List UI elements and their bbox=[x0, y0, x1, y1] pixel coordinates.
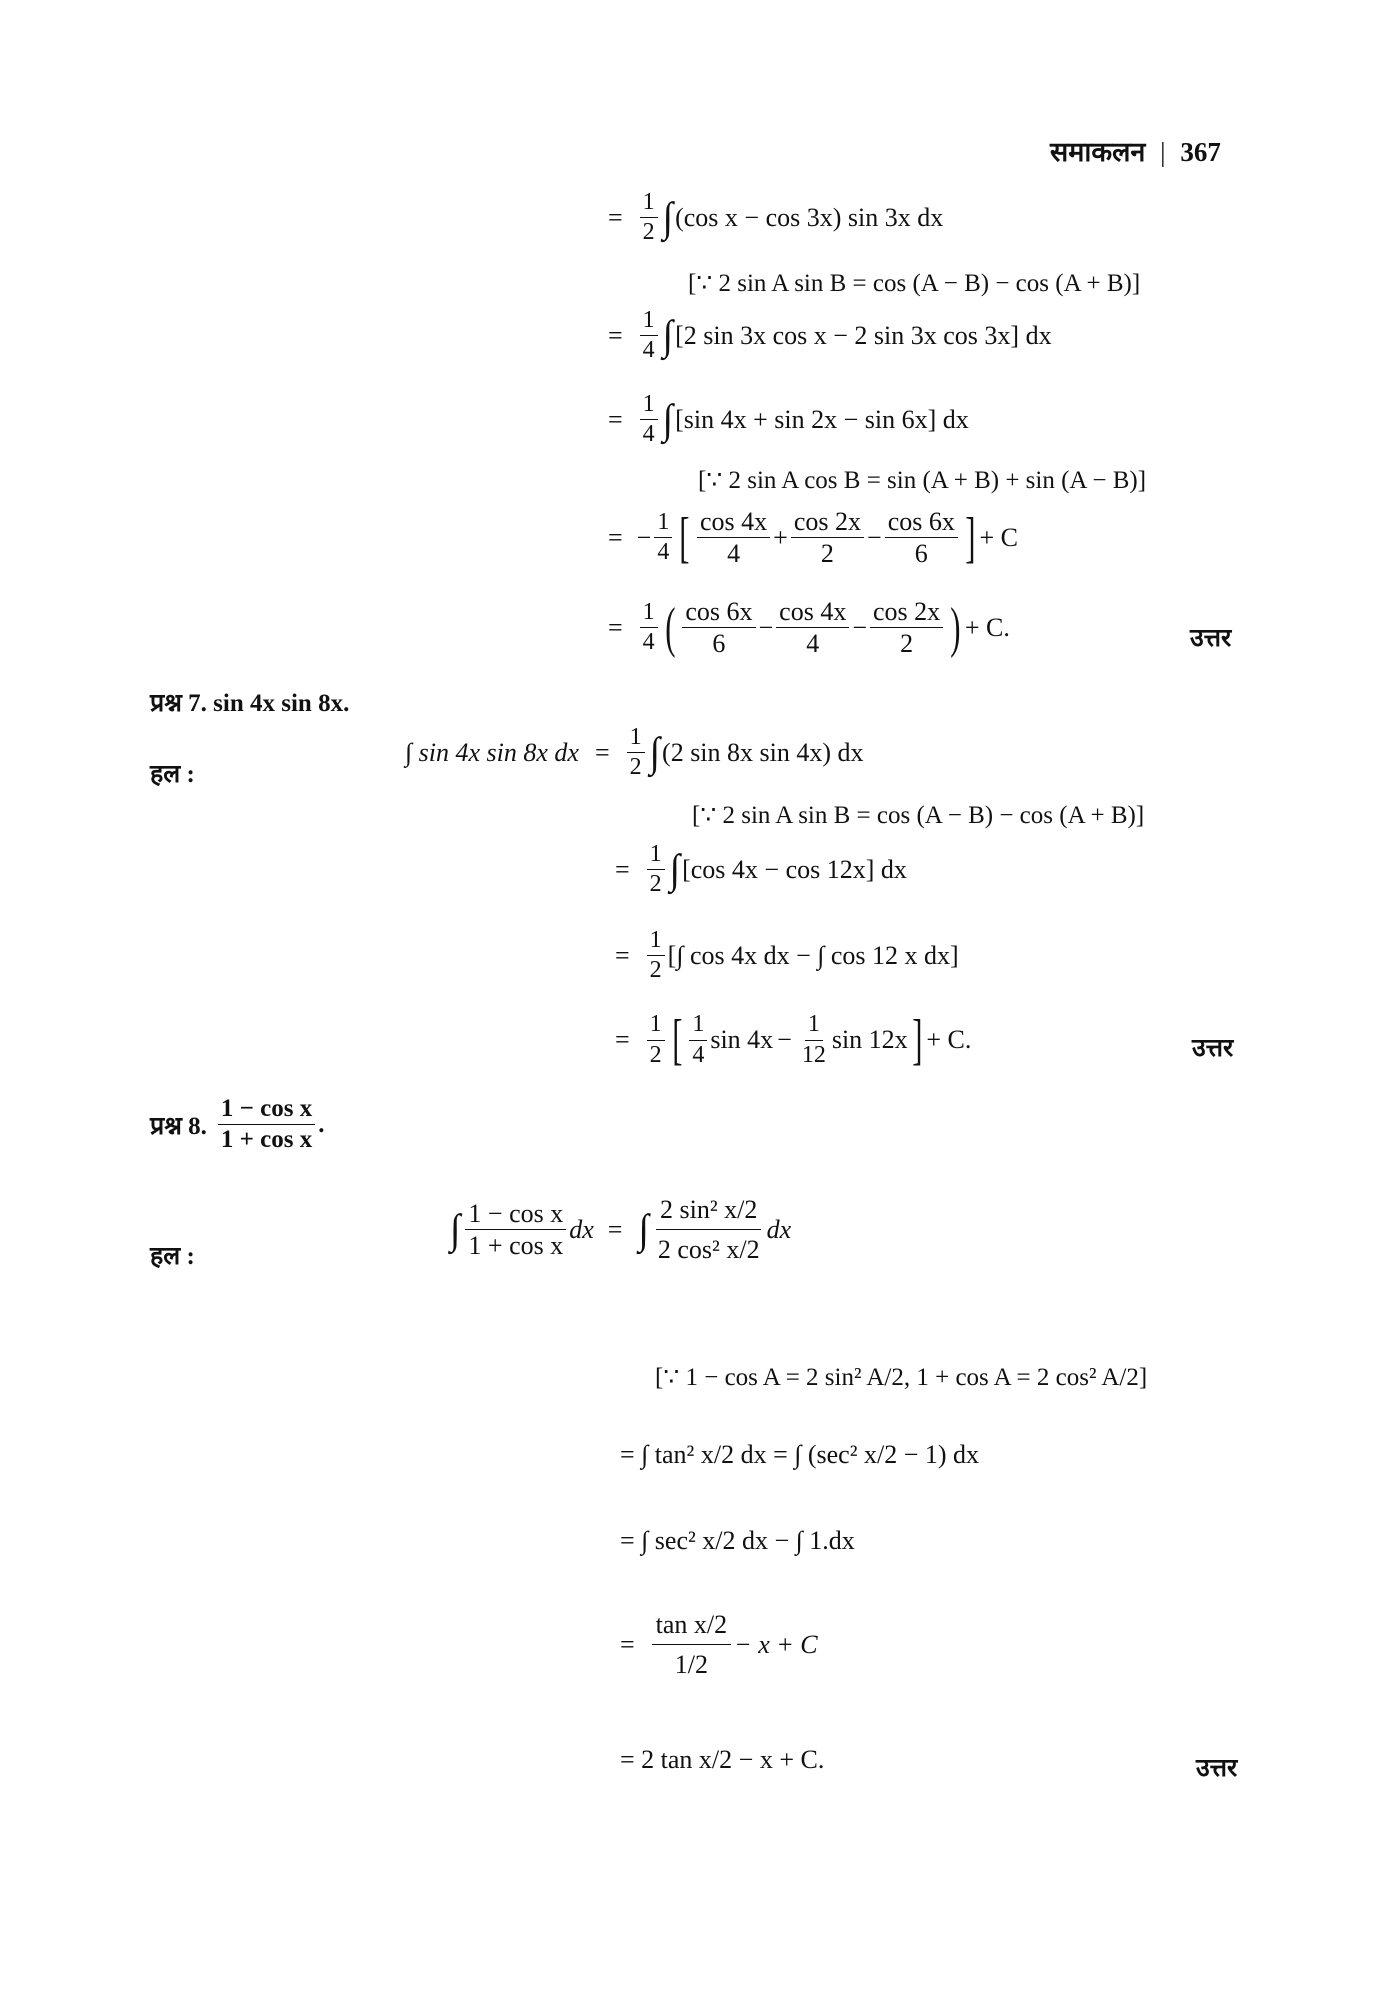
right-bracket: ] bbox=[911, 1009, 923, 1071]
q8-line1: = ∫ tan² x/2 dx = ∫ (sec² x/2 − 1) dx bbox=[620, 1440, 980, 1469]
integral-sign: ∫ bbox=[638, 1206, 649, 1253]
solution-label: हल : bbox=[150, 1243, 195, 1270]
chapter-title: समाकलन bbox=[1050, 137, 1146, 167]
question-label: प्रश्न 7. bbox=[150, 690, 207, 717]
left-bracket: [ bbox=[671, 1009, 683, 1071]
integral-sign: ∫ bbox=[649, 729, 661, 776]
block1-line3: = $\frac{1}{4}$ ∫ [sin 4x + sin 2x − sin 6x] dx bbox=[608, 391, 969, 448]
q8-line0: ∫ $\frac{\text{1 − cos x}}{\text{1 + cos x}}$ dx = ∫ $\frac{\text{2 sin² x/2}}{\text{2 cos² x/2}}$ dx bbox=[448, 1190, 791, 1270]
q7-line2: = $\frac{1}{2}$ ∫ [cos 4x − cos 12x] dx bbox=[615, 841, 907, 898]
page-header bbox=[1050, 132, 1221, 169]
coefficient: $\frac{1}{2}$ bbox=[647, 1012, 665, 1067]
expression: [2 sin 3x cos x − 2 sin 3x cos 3x] dx bbox=[675, 320, 1052, 350]
left-paren: ( bbox=[664, 596, 676, 659]
answer-label: उत्तर bbox=[1190, 625, 1232, 652]
right-bracket: ] bbox=[965, 506, 976, 569]
expression: (cos x − cos 3x) sin 3x dx bbox=[675, 202, 944, 232]
block1-identity-note-2: [∵ 2 sin A cos B = sin (A + B) + sin (A − B)] bbox=[698, 467, 1147, 494]
coefficient: $\frac{1}{2}$ bbox=[640, 190, 658, 245]
integral-sign: ∫ bbox=[669, 846, 681, 893]
right-paren: ) bbox=[950, 596, 961, 659]
page-number: 367 bbox=[1180, 137, 1221, 167]
q7-line1: ∫ sin 4x sin 8x dx = $\frac{1}{2}$ ∫ (2 sin 8x sin 4x) dx bbox=[405, 724, 864, 781]
q8-line3: = $\frac{\text{tan x/2}}{1/2}$ − x + C bbox=[620, 1605, 818, 1685]
coefficient: $\frac{1}{4}$ bbox=[640, 600, 658, 655]
expression: [sin 4x + sin 2x − sin 6x] dx bbox=[675, 404, 969, 434]
coefficient: $\frac{1}{4}$ bbox=[654, 510, 672, 565]
q7-identity-note: [∵ 2 sin A sin B = cos (A − B) − cos (A + B)] bbox=[692, 802, 1145, 829]
q8-line4: = 2 tan x/2 − x + C. bbox=[620, 1745, 825, 1774]
q8-line2: = ∫ sec² x/2 dx − ∫ 1.dx bbox=[620, 1526, 855, 1555]
question-7 bbox=[150, 685, 349, 719]
q8-identity-note: [∵ 1 − cos A = 2 sin² A/2, 1 + cos A = 2 cos² A/2] bbox=[655, 1364, 1148, 1391]
coefficient: $\frac{1}{2}$ bbox=[647, 928, 665, 983]
header-separator: | bbox=[1160, 137, 1166, 167]
question-expression: $\frac{\text{1 − cos x}}{\text{1 + cos x}}$ bbox=[218, 1096, 315, 1154]
block1-line4: = − $\frac{1}{4}$ [ $\frac{\cos 4x}{4}$ + $\frac{\cos 2x}{2}$ − $\frac{\cos 6x}{6}$ ] + C bbox=[608, 506, 1019, 569]
block1-line1: = $\frac{1}{2}$ ∫ (cos x − cos 3x) sin 3x dx bbox=[608, 189, 944, 246]
solution-label: हल : bbox=[150, 761, 195, 788]
block1-line2: = $\frac{1}{4}$ ∫ [2 sin 3x cos x − 2 sin 3x cos 3x] dx bbox=[608, 307, 1052, 364]
answer-label: उत्तर bbox=[1192, 1035, 1234, 1062]
coefficient: $\frac{1}{4}$ bbox=[640, 308, 658, 363]
question-label: प्रश्न 8. bbox=[150, 1112, 207, 1140]
question-expression: sin 4x sin 8x. bbox=[213, 690, 350, 717]
coefficient: $\frac{1}{2}$ bbox=[647, 842, 665, 897]
coefficient: $\frac{1}{2}$ bbox=[627, 725, 645, 780]
integral-sign: ∫ bbox=[450, 1206, 461, 1253]
integral-sign: ∫ bbox=[662, 194, 674, 241]
integral-sign: ∫ bbox=[662, 396, 674, 443]
block1-line5: = $\frac{1}{4}$ ( $\frac{\cos 6x}{6}$ − $\frac{\cos 4x}{4}$ − $\frac{\cos 2x}{2}$ ) + C. bbox=[608, 596, 1010, 659]
q7-line3: = $\frac{1}{2}$ [∫ cos 4x dx − ∫ cos 12 x dx] bbox=[615, 927, 959, 984]
answer-label: उत्तर bbox=[1196, 1755, 1238, 1782]
integral-sign: ∫ bbox=[662, 312, 674, 359]
coefficient: $\frac{1}{4}$ bbox=[640, 392, 658, 447]
left-bracket: [ bbox=[679, 506, 690, 569]
block1-identity-note-1: [∵ 2 sin A sin B = cos (A − B) − cos (A + B)] bbox=[688, 270, 1141, 297]
question-8: प्रश्न 8. $\frac{\text{1 − cos x}}{\text{1 + cos x}}$ . bbox=[150, 1095, 325, 1154]
lhs-integral: ∫ sin 4x sin 8x dx bbox=[405, 737, 579, 767]
q7-line4: = $\frac{1}{2}$ [ $\frac{1}{4}$ sin 4x − $\frac{1}{12}$ sin 12x ] + C. bbox=[615, 1009, 972, 1071]
